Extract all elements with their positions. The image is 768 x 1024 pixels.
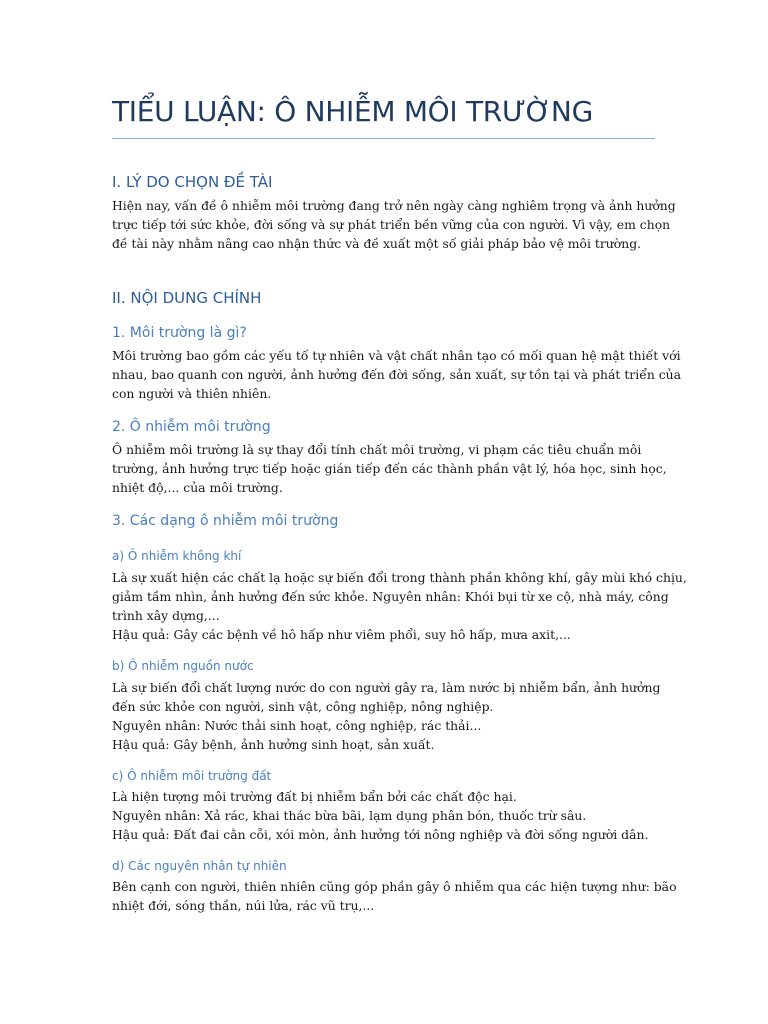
subheading-pollution-types: 3. Các dạng ô nhiễm môi trường [112,513,339,529]
paragraph-line: nhiệt độ,... của môi trường. [112,480,283,495]
paragraph-line: Là sự xuất hiện các chất lạ hoặc sự biến đổi trong thành phần không khí, gây mùi khó chịu, [112,570,687,585]
pollution-definition-paragraph [112,440,667,497]
paragraph-line: trình xây dựng,... [112,608,220,623]
air-pollution-paragraph [112,568,687,644]
paragraph-line: Nguyên nhân: Xả rác, khai thác bừa bãi, lạm dụng phân bón, thuốc trừ sâu. [112,808,587,823]
paragraph-line: Bên cạnh con người, thiên nhiên cũng góp phần gây ô nhiễm qua các hiện tượng như: bão [112,879,677,894]
paragraph-line: Ô nhiễm môi trường là sự thay đổi tính chất môi trường, vi phạm các tiêu chuẩn môi [112,442,642,457]
document-title: TIỂU LUẬN: Ô NHIỄM MÔI TRƯỜNG [112,95,593,128]
paragraph-line: trực tiếp tới sức khỏe, đời sống và sự phát triển bền vững của con người. Vì vậy, em chọn [112,217,671,232]
paragraph-line: Là hiện tượng môi trường đất bị nhiễm bẩn bởi các chất độc hại. [112,789,517,804]
paragraph-line: Hiện nay, vấn đề ô nhiễm môi trường đang trở nên ngày càng nghiêm trọng và ảnh hưởng [112,198,676,213]
subheading-natural-causes: d) Các nguyên nhân tự nhiên [112,859,287,873]
subheading-environmental-pollution: 2. Ô nhiễm môi trường [112,419,271,435]
paragraph-line: Hậu quả: Đất đai cằn cỗi, xói mòn, ảnh hưởng tới nông nghiệp và đời sống người dân. [112,827,649,842]
subheading-soil-pollution: c) Ô nhiễm môi trường đất [112,769,272,783]
subheading-what-is-environment: 1. Môi trường là gì? [112,325,247,341]
water-pollution-paragraph [112,678,661,754]
paragraph-line: Hậu quả: Gây bệnh, ảnh hưởng sinh hoạt, sản xuất. [112,737,435,752]
paragraph-line: đề tài này nhằm nâng cao nhận thức và đề xuất một số giải pháp bảo vệ môi trường. [112,236,642,251]
section-heading-reason: I. LÝ DO CHỌN ĐỀ TÀI [112,173,273,191]
paragraph-line: giảm tầm nhìn, ảnh hưởng đến sức khỏe. Nguyên nhân: Khói bụi từ xe cộ, nhà máy, công [112,589,669,604]
paragraph-line: đến sức khỏe con người, sinh vật, công nghiệp, nông nghiệp. [112,699,494,714]
paragraph-line: nhau, bao quanh con người, ảnh hưởng đến đời sống, sản xuất, sự tồn tại và phát triển của [112,367,682,382]
paragraph-line: Nguyên nhân: Nước thải sinh hoạt, công nghiệp, rác thải... [112,718,482,733]
paragraph-line: Là sự biến đổi chất lượng nước do con người gây ra, làm nước bị nhiễm bẩn, ảnh hưởng [112,680,661,695]
natural-causes-paragraph [112,877,677,915]
section-heading-main-content: II. NỘI DUNG CHÍNH [112,289,262,307]
paragraph-line: Hậu quả: Gây các bệnh về hô hấp như viêm phổi, suy hô hấp, mưa axit,... [112,627,571,642]
subheading-water-pollution: b) Ô nhiễm nguồn nước [112,659,254,673]
subheading-air-pollution: a) Ô nhiễm không khí [112,549,242,563]
soil-pollution-paragraph [112,787,656,844]
paragraph-line: nhiệt đới, sóng thần, núi lửa, rác vũ trụ,... [112,898,375,913]
environment-definition-paragraph [112,346,682,403]
paragraph-line: trường, ảnh hưởng trực tiếp hoặc gián tiếp đến các thành phần vật lý, hóa học, sinh học, [112,461,667,476]
title-divider [112,138,655,139]
paragraph-line: con người và thiên nhiên. [112,386,272,401]
paragraph-line: Môi trường bao gồm các yếu tố tự nhiên và vật chất nhân tạo có mối quan hệ mật thiết với [112,348,681,363]
section-reason-paragraph [112,196,676,253]
